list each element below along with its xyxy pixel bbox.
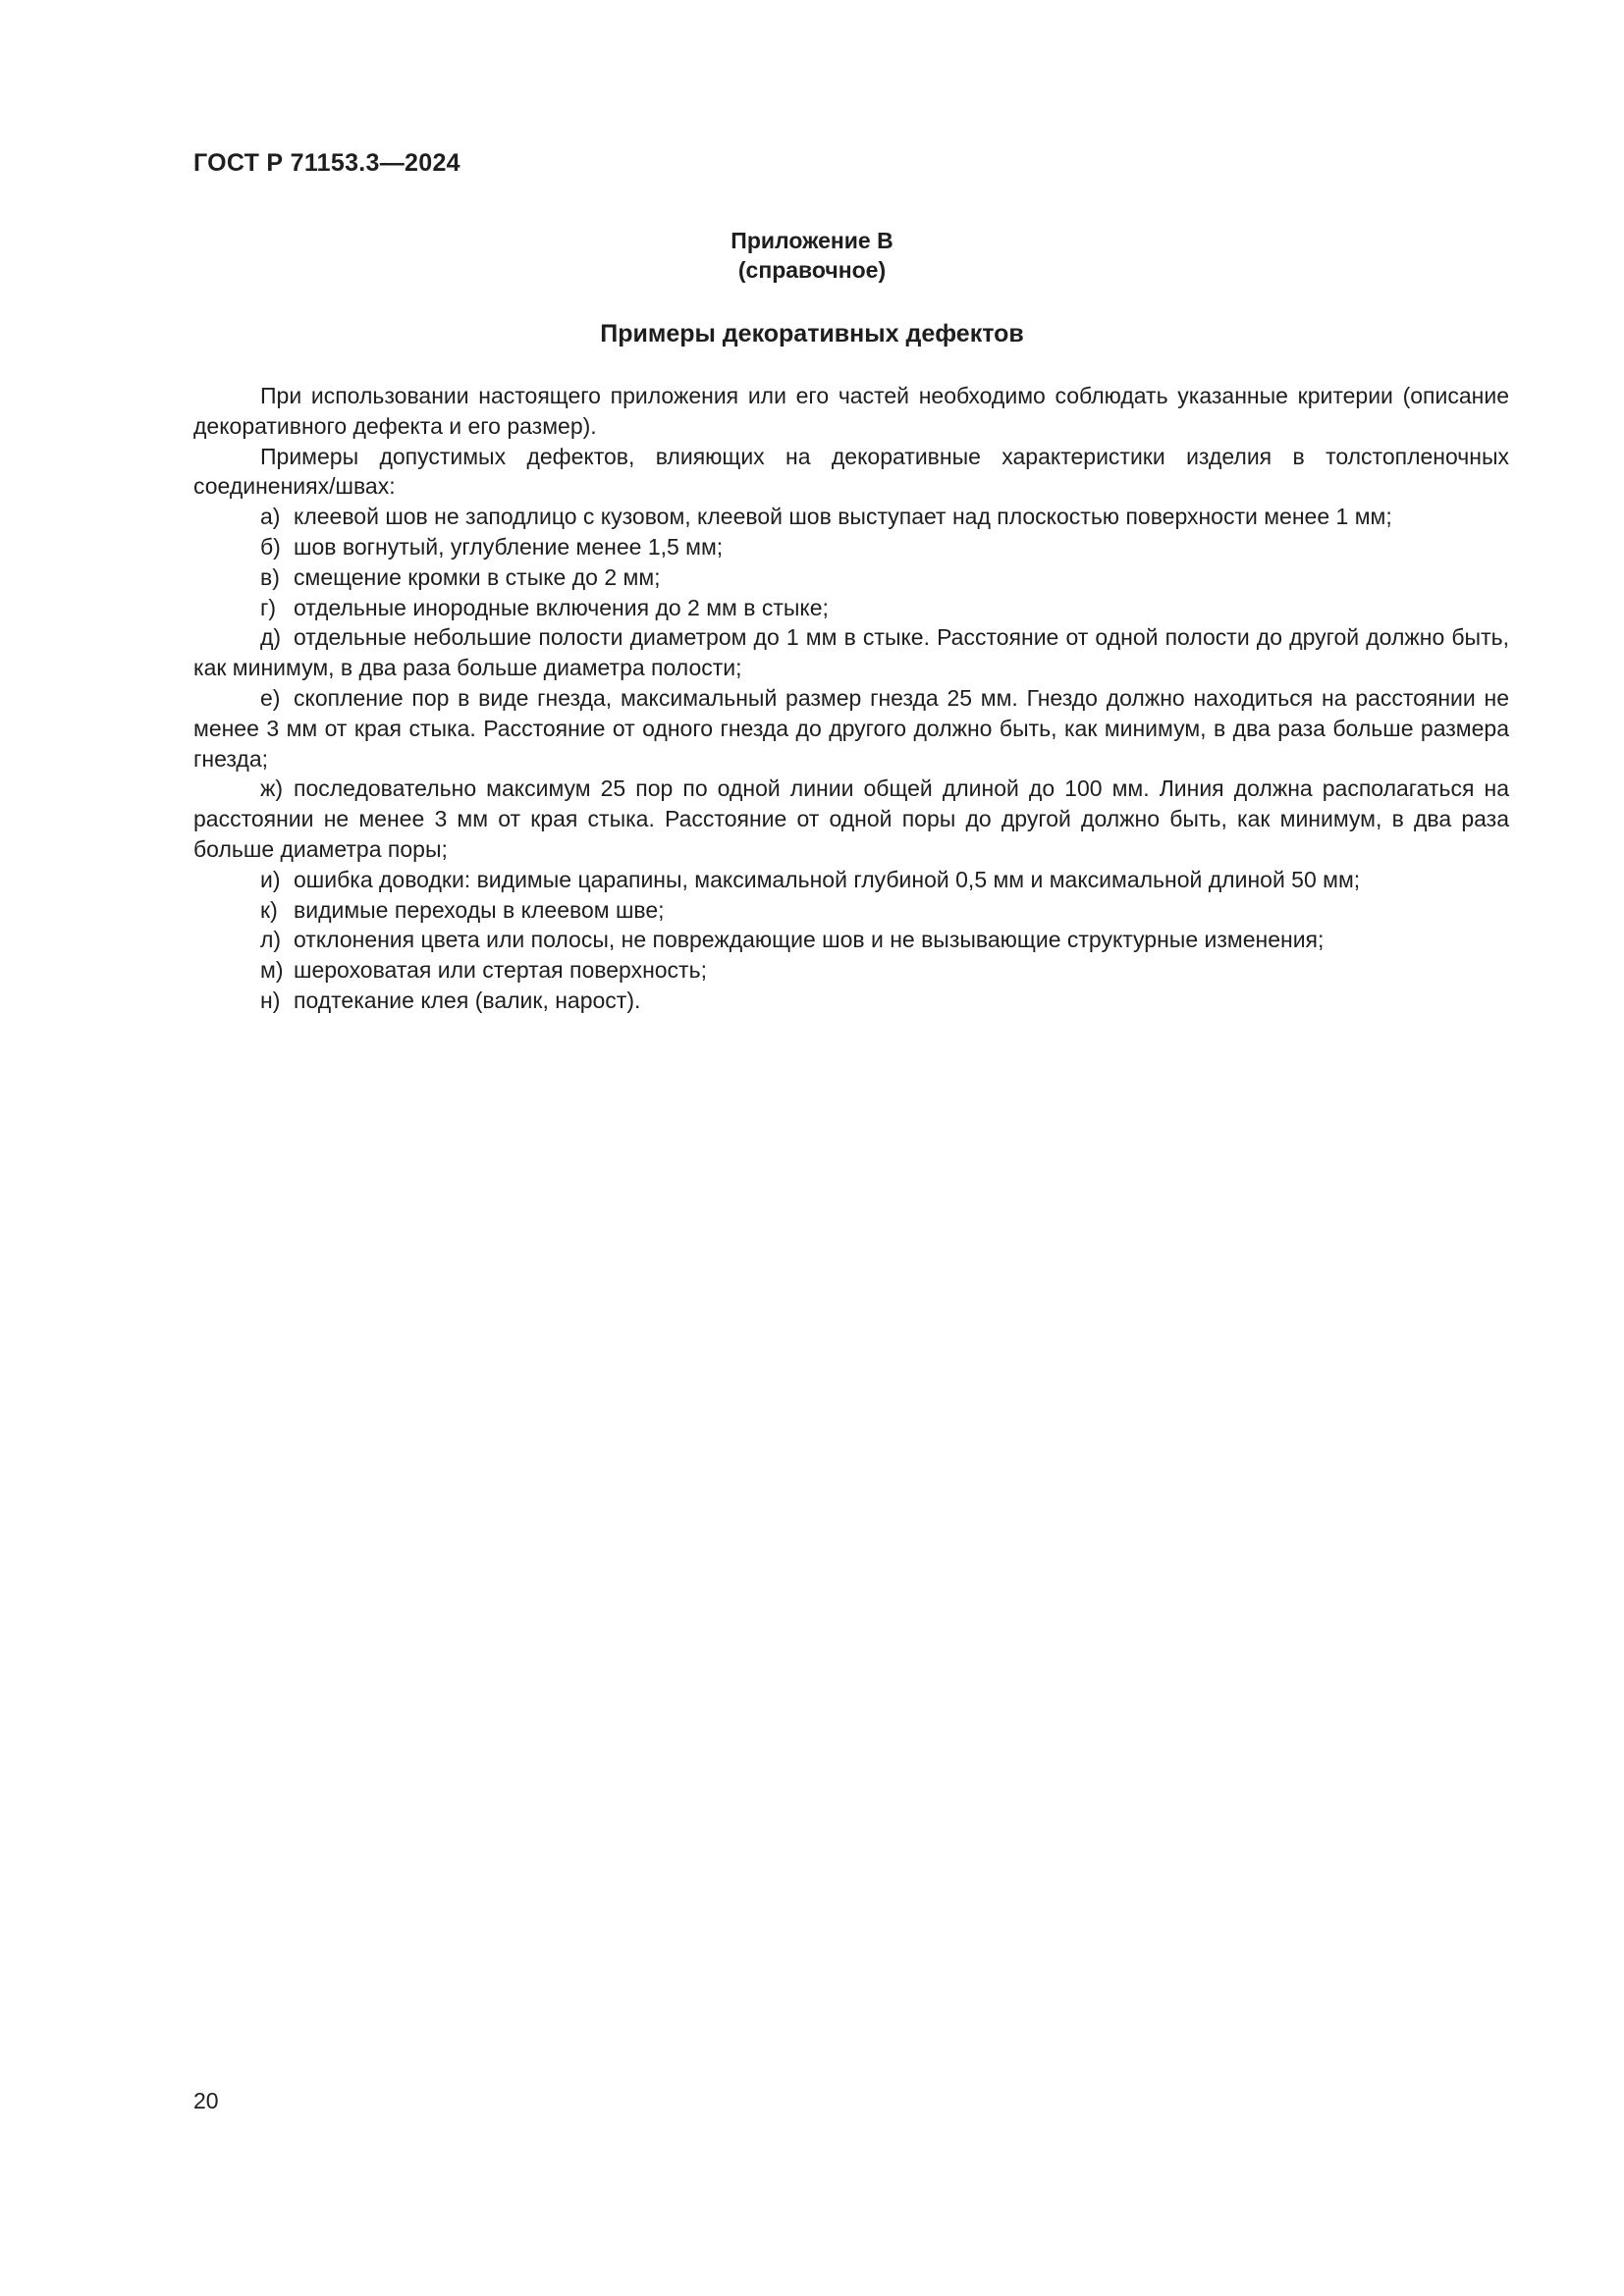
list-marker: м) — [260, 957, 284, 984]
list-item-text: шов вогнутый, углубление менее 1,5 мм; — [294, 533, 724, 560]
list-item — [193, 865, 1509, 895]
list-item-text: смещение кромки в стыке до 2 мм; — [294, 563, 661, 590]
list-item-text: последовательно максимум 25 пор по одной линии общей длиной до 100 мм. Линия должна располагаться на расстоянии не менее 3 мм от края стыка. Расстояние от одной поры до другой должно быть, как минимум, в два раза больше диаметра поры; — [193, 775, 1509, 862]
annex-title: Примеры декоративных дефектов — [600, 320, 1024, 347]
list-item — [193, 502, 1509, 532]
list-item-text: шероховатая или стертая поверхность; — [294, 957, 707, 984]
annex-label: Приложение В — [731, 228, 893, 253]
list-item-text: скопление пор в виде гнезда, максимальный размер гнезда 25 мм. Гнездо должно находиться на расстоянии не менее 3 мм от края стыка. Расстояние от одного гнезда до другого должно быть, как минимум, в два раза больше размера гнезда; — [193, 684, 1509, 772]
list-item — [193, 895, 1509, 926]
list-marker: ж) — [260, 775, 284, 802]
list-item-text: ошибка доводки: видимые царапины, максимальной глубиной 0,5 мм и максимальной длиной 50 мм; — [294, 866, 1361, 892]
list-marker: а) — [260, 504, 281, 530]
list-marker: д) — [260, 624, 282, 651]
list-item-text: отдельные небольшие полости диаметром до 1 мм в стыке. Расстояние от одной полости до другой должно быть, как минимум, в два раза больше диаметра полости; — [193, 624, 1509, 681]
list-item — [193, 593, 1509, 623]
list-marker: е) — [260, 684, 281, 711]
defect-list — [193, 502, 1509, 1016]
list-item — [193, 925, 1509, 955]
list-marker: н) — [260, 987, 281, 1013]
list-item — [193, 774, 1509, 864]
list-item — [193, 562, 1509, 593]
list-item-text: отдельные инородные включения до 2 мм в стыке; — [294, 594, 829, 620]
list-marker: к) — [260, 896, 278, 923]
list-item-text: видимые переходы в клеевом шве; — [294, 896, 665, 923]
list-item — [193, 986, 1509, 1016]
document-code: ГОСТ Р 71153.3—2024 — [193, 149, 460, 177]
list-item — [193, 532, 1509, 562]
list-marker: и) — [260, 866, 281, 892]
annex-heading — [193, 226, 1431, 285]
annex-body — [193, 381, 1509, 1016]
list-item-text: подтекание клея (валик, нарост). — [294, 987, 641, 1013]
annex-status: (справочное) — [737, 257, 887, 283]
list-item-text: отклонения цвета или полосы, не повреждающие шов и не вызывающие структурные изменения; — [294, 927, 1325, 953]
list-item — [193, 683, 1509, 774]
list-item — [193, 622, 1509, 683]
list-marker: л) — [260, 927, 282, 953]
list-item — [193, 955, 1509, 986]
list-marker: в) — [260, 563, 280, 590]
lead-paragraph: Примеры допустимых дефектов, влияющих на декоративные характеристики изделия в толстопленочных соединениях/швах: — [193, 443, 1509, 500]
intro-paragraph: При использовании настоящего приложения или его частей необходимо соблюдать указанные критерии (описание декоративного дефекта и его размер). — [193, 383, 1509, 439]
list-marker: б) — [260, 533, 281, 560]
list-marker: г) — [260, 594, 277, 620]
page-number: 20 — [193, 2088, 219, 2113]
list-item-text: клеевой шов не заподлицо с кузовом, клеевой шов выступает над плоскостью поверхности менее 1 мм; — [294, 504, 1392, 530]
